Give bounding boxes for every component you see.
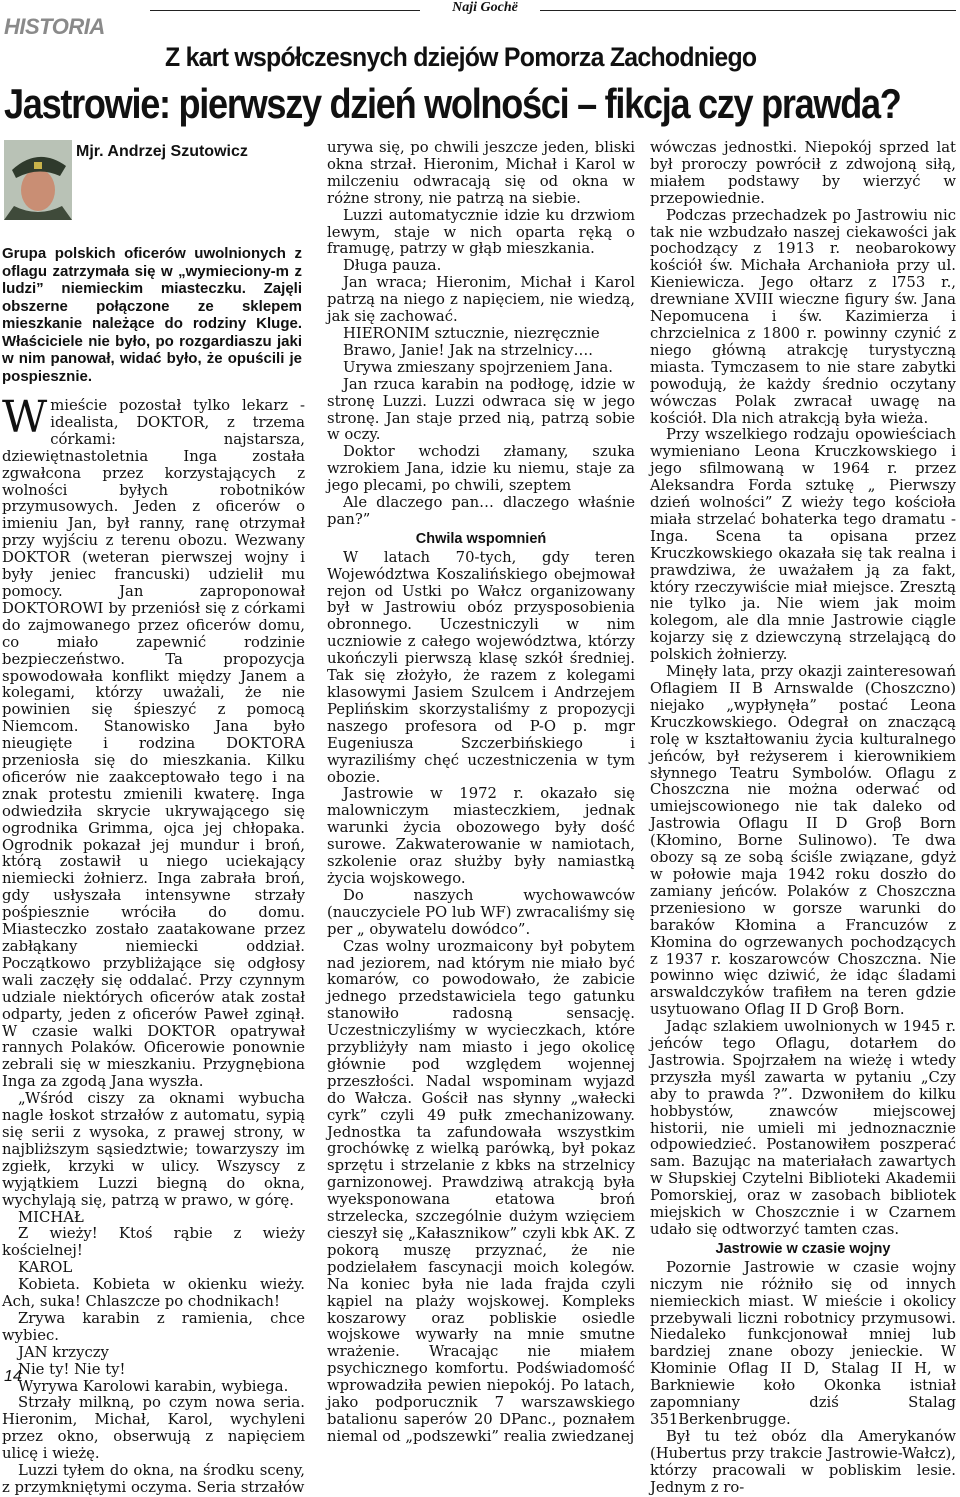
page-number: 14 — [4, 1368, 22, 1385]
paragraph: Doktor wchodzi złamany, szuka wzrokiem Jana, idzie ku niemu, staje za jego plecami, po chwili, szeptem — [327, 443, 635, 495]
subheading: Chwila wspomnień — [415, 530, 547, 547]
paragraph: Długa pauza. — [343, 257, 442, 275]
masthead-rule-left — [150, 10, 420, 11]
paragraph: Czas wolny urozmaicony był pobytem nad jeziorem, nad którym nie miało być komarów, co powodowało, że zabicie jednego przedstawiciela tego gatunku stanowiło radosną sensację. Uczestniczyliśmy w wycieczkach, które przybliżyły nam miasto i jego okolicę głównie pod względem wojennej przeszłości. Nadal wspominam wyjazd do Wałcza. Gościł nas słynny „wałecki cyrk” czyli 49 pułk zmechanizowany. Jednostka ta zafundowała wszystkim grochówkę z wielką parówką, był pokaz sprzętu i strzelanie z kbks na strzelnicy garnizonowej. Prawdziwą atrakcją była wyeksponowana etatowa broń strzelecka, szczególnie dużym wzięciem cieszył się „Kałasznikow” czyli kbk AK. Z pokorą muszę przyznać, że nie podzielałem fascynacji moich kolegów. Na koniec była nie lada frajda czyli kąpiel na plaży wojskowej. Kompleks koszarowy oraz pobliskie osiedle wojskowe wywarły na mnie smutne wrażenie. Wracając nie miałem psychicznego komfortu. Podświadomość wprowadziła pewien niepokój. Po latach, jako podporucznik 7 warszawskiego batalionu saperów 20 DPanc., poznałem niemal od „podszewki” realia zwiedzanej — [327, 937, 635, 1445]
column-1 — [2, 392, 305, 1497]
paragraph: MICHAŁ — [18, 1208, 84, 1226]
kicker: Z kart współczesnych dziejów Pomorza Zachodniego — [165, 42, 757, 72]
dropcap: W — [2, 392, 48, 443]
author-name: Mjr. Andrzej Szutowicz — [76, 143, 248, 160]
paragraph: Kobieta. Kobieta w okienku wieży. Ach, suka! Chlaszcze po chodnikach! — [2, 1276, 305, 1311]
paragraph: „Wśród ciszy za oknami wybucha nagle łoskot strzałów z automatu, sypią się serii z wysoka, z prawej strony, w najbliższym sąsiedztwie; towarzyszy im zgiełk, krzyki w ulicy. Wszyscy z wyjątkiem Luzzi biegną do okna, wychylają się, patrzą w prawo, w górę. — [2, 1090, 305, 1209]
paragraph: Ale dlaczego pan… dlaczego właśnie pan?” — [327, 494, 635, 528]
lead-paragraph: Grupa polskich oficerów uwolnionych z oflagu zatrzymała się w „wymieciony-m z ludzi” niemieckim miasteczku. Zajęli obszerne połączone ze sklepem mieszkanie należące do rodziny Kluge. Właściciele nie było, po rozgardiaszu jaki w nim panował, widać było, że opuścili je pospiesznie. — [2, 245, 302, 385]
paragraph: wówczas jednostki. Niepokój sprzed lat był proroczy powrócił z zdwojoną siłą, miałem podstawy by wierzyć w przepowiednie. — [650, 139, 956, 207]
masthead: Naji Gochë — [452, 0, 518, 15]
paragraph: Luzzi automatycznie idzie ku drzwiom lewym, staje w nich oparta ręką o framugę, patrzy w głąb mieszkania. — [327, 206, 635, 258]
column-2 — [327, 140, 635, 1446]
paragraph: Jan rzuca karabin na podłogę, idzie w stronę Luzzi. Luzzi odwraca się w jego stronę. Jan staje przed nią, patrzą sobie w oczy. — [327, 375, 635, 444]
paragraph: Jadąc szlakiem uwolnionych w 1945 r. jeńców tego Oflagu, dotarłem do Jastrowia. Spojrzałem na wieżę i wtedy przyszła myśl zawarta w pytaniu „Czy aby to prawda ?”. Dzwoniłem do kilku hobbystów, znawców miejscowej historii, nie umieli mi jednoznacznie odpowiedzieć. Postanowiłem poszperać sam. Bazując na materiałach zawartych w Słupskiej Czytelni Biblioteki Akademii Pomorskiej, oraz w zasobach bibliotek miejskich w Choszcznie i w Czarnem udało się odtworzyć tamten czas. — [650, 1018, 956, 1238]
column-3 — [650, 140, 956, 1497]
paragraph: Do naszych wychowawców (nauczyciele PO lub WF) zwracaliśmy się per „ obywatelu dowódco”. — [327, 886, 635, 938]
paragraph: Jan wraca; Hieronim, Michał i Karol patrzą na niego z napięciem, nie wiedzą, jak się zachować. — [327, 274, 635, 326]
paragraph: HIERONIM sztucznie, niezręcznie — [343, 324, 600, 342]
headline: Jastrowie: pierwszy dzień wolności – fikcja czy prawda? — [4, 80, 901, 127]
paragraph: KAROL — [18, 1259, 73, 1277]
paragraph: JAN krzyczy — [18, 1343, 109, 1361]
subheading: Jastrowie w czasie wojny — [715, 1240, 891, 1257]
author-photo — [4, 140, 72, 220]
paragraph: Podczas przechadzek po Jastrowiu nic tak nie wzbudzało naszej ciekawości jak pochodzący z 1913 r. neobarokowy kościół św. Michała Archanioła przy ul. Kieniewicza. Jego ołtarz z l753 r., drewniane XVIII wieczne figury św. Jana Nepomucena i św. Kazimierza i chrzcielnica z 1800 r. powinny czynić z niego główną atrakcję turystyczną miasta. Tymczasem to nie stare zabytki powodują, że każdy średnio oczytany wówczas Polak zwracał uwagę na kościół. Dla nich atrakcją była wieża. — [650, 206, 956, 427]
paragraph: Był tu też obóz dla Amerykanów (Hubertus przy trakcie Jastrowie-Wałcz), którzy pracowali w pobliskim lesie. Jednym z ro- — [650, 1427, 956, 1496]
masthead-rule-right — [540, 10, 956, 11]
paragraph: Z wieży! Ktoś rąbie z wieży kościelnej! — [2, 1225, 305, 1260]
paragraph: Nie ty! Nie ty! — [18, 1360, 126, 1378]
paragraph: mieście pozostał tylko lekarz - idealista, DOKTOR, z trzema córkami: najstarsza, dziewiętnastoletnia Inga została zgwałcona przez korzystających z wolności byłych robotników przymusowych. Jeden z oficerów o imieniu Jan, był ranny, ranę otrzymał przy wyjściu z terenu obozu. Wezwany DOKTOR (weteran pierwszej wojny i były jeniec francuski) udzielił mu pomocy. Jan zaproponował DOKTOROWI by przeniósł się z córkami do zajmowanego przez oficerów domu, co miało zapewnić rodzinie bezpieczeństwo. Ta propozycja spowodowała konflikt między Janem a kolegami, którzy uważali, że nie powinien się śpieszyć z pomocą Niemcom. Stanowisko Jana było nieugięte i rodzina DOKTORA przeniosła się do mieszkania. Kilku oficerów nie zaakceptowało tego i na znak protestu zmienili kwaterę. Inga odwiedziła skrycie ukrywającego się ogrodnika Grimma, ojca jej chłopaka. Ogrodnik pokazał jej mundur i broń, którą zostawił u niego uciekający niemiecki żołnierz. Inga zabrała broń, gdy usłyszała intensywne strzały pośpiesznie wróciła do domu. Miasteczko zostało zaatakowane przez zabłąkany niemiecki oddział. Początkowo przybliżające się odgłosy wali zaczęły się oddalać. Przy czynnym udziale niektórych oficerów atak został odparty, jeden z oficerów Paweł zginął. W czasie walki DOKTOR opatrywał rannych Polaków. Oficerowie ponownie zebrali się w mieszkaniu. Przygnębiona Inga za zgodą Jana wyszła. — [2, 397, 305, 1091]
paragraph: W latach 70-tych, gdy teren Województwa Koszalińskiego obejmował rejon od Ustki po Wałcz organizowany był w Jastrowiu obóz przysposobienia obronnego. Uczestniczyli w nim uczniowie z całego województwa, którzy ukończyli pierwszą klasę szkół średniej. Tak się złożyło, że razem z kolegami klasowymi Jasiem Szulcem i Andrzejem Peplińskim skorzystaliśmy z propozycji naszego profesora od P-O p. mgr Eugeniusza Szczerbińskiego i wyraziliśmy chęć uczestniczenia w tym obozie. — [327, 548, 635, 786]
paragraph: Jastrowie w 1972 r. okazało się malowniczym miasteczkiem, jednak warunki życia obozowego były dość surowe. Zakwaterowanie w namiotach, szkolenie oraz służby były namiastką życia wojskowego. — [327, 785, 635, 887]
paragraph: Zrywa karabin z ramienia, chce wybiec. — [2, 1309, 305, 1344]
paragraph: Wyrywa Karolowi karabin, wybiega. — [18, 1377, 289, 1395]
paragraph: Urywa zmieszany spojrzeniem Jana. — [343, 358, 613, 376]
paragraph: Brawo, Janie! Jak na strzelnicy…. — [343, 341, 593, 359]
paragraph: Pozornie Jastrowie w czasie wojny niczym nie różniło się od innych niemieckich miast. W mieście i okolicy przebywali liczni robotnicy przymusowi. Niedaleko funkcjonował mniej lub bardziej znane obozy jenieckie. W Kłominie Oflag II D, Stalag II H, w Barkniewie koło Okonka istniał zapomniany dziś Stalag 351Berkenbrugge. — [650, 1258, 956, 1428]
paragraph: Strzały milkną, po czym nowa seria. Hieronim, Michał, Karol, wychyleni przez okno, obserwują z napięciem ulicę i wieżę. — [2, 1394, 305, 1463]
paragraph: urywa się, po chwili jeszcze jeden, bliski okna strzał. Hieronim, Michał i Karol w milczeniu odwracają się od okna w różne strony, nie patrzą na siebie. — [327, 139, 635, 207]
paragraph: Przy wszelkiego rodzaju opowieściach wymieniano Leona Kruczkowskiego i jego sfilmowaną w 1964 r. przez Aleksandra Forda sztukę „ Pierwszy dzień wolności” Z wieży tego kościoła miała strzelać bohaterka tego dramatu - Inga. Scena ta opisana przez Kruczkowskiego okazała się tak realna i prawdziwa, że uważałem ją za fakt, który rzeczywiście miał miejsce. Zresztą nie tylko ja. Nie wiem jak moim kolegom, ale dla mnie Jastrowie ciągle kojarzy się z dziewczyną strzelającą do polskich żołnierzy. — [650, 426, 956, 664]
paragraph: Luzzi tyłem do okna, na środku sceny, z przymkniętymi oczyma. Seria strzałów — [2, 1462, 305, 1496]
paragraph: Minęły lata, przy okazji zainteresowań Oflagiem II B Arnswalde (Choszczno) niejako „wypłynęła” postać Leona Kruczkowskiego. Odegrał on znaczącą rolę w kształtowaniu życia kulturalnego jeńców, był reżyserem i kierownikiem słynnego Teatru Symbolów. Oflagu z Choszczna nie można oderwać od umiejscowionego nie tak daleko od Jastrowia Oflagu II D Groβ Born (Kłomino, Borne Sulinowo). Te dwa obozy są ze sobą ściśle związane, gdyż w połowie maja 1942 roku doszło do zamiany jeńców. Polaków z Choszczna przeniesiono w gorsze warunki do baraków Kłomina a Francuzów z Kłomina do ogrzewanych pochodzących z 1937 r. koszarowców Choszczna. Nie powinno więc dziwić, że idąc śladami arswaldczyków trafiłem na teren gdzie usytuowano Oflag II D Groβ Born. — [650, 663, 956, 1019]
section-label: HISTORIA — [4, 14, 105, 39]
